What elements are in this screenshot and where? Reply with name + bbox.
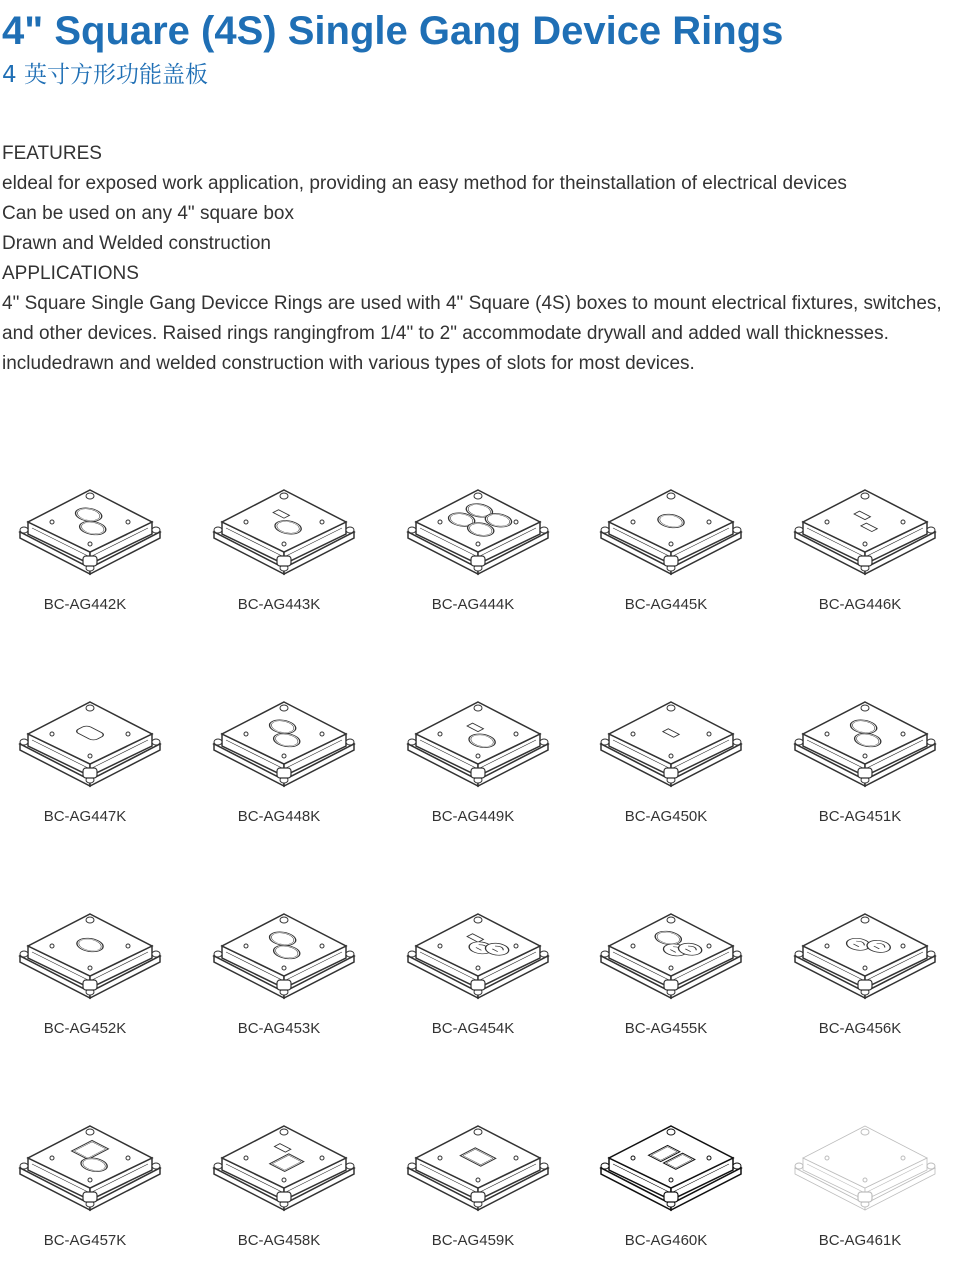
product-card: [581, 472, 761, 632]
device-ring-icon: [10, 896, 170, 1006]
device-ring-icon: [591, 1108, 751, 1218]
applications-text: includedrawn and welded construction with various types of slots for most devices.: [2, 353, 695, 374]
product-card: [775, 1108, 955, 1268]
product-model-label: BC-AG444K: [431, 596, 515, 613]
product-card: [581, 896, 761, 1056]
product-model-label: BC-AG460K: [624, 1232, 708, 1249]
product-model-label: BC-AG450K: [624, 808, 708, 825]
device-ring-icon: [204, 896, 364, 1006]
device-ring-icon: [785, 472, 945, 582]
product-model-label: BC-AG458K: [237, 1232, 321, 1249]
product-card: [581, 1108, 761, 1268]
product-card: [194, 1108, 374, 1268]
product-model-label: BC-AG446K: [818, 596, 902, 613]
product-card: [194, 472, 374, 632]
product-model-label: BC-AG445K: [624, 596, 708, 613]
product-model-label: BC-AG456K: [818, 1020, 902, 1037]
feature-item: eldeal for exposed work application, providing an easy method for theinstallation of electrical devices: [2, 173, 847, 194]
description: [2, 139, 952, 379]
feature-item: Can be used on any 4" square box: [2, 203, 294, 224]
product-model-label: BC-AG448K: [237, 808, 321, 825]
page-subtitle: 4 英寸方形功能盖板: [2, 62, 208, 88]
product-model-label: BC-AG453K: [237, 1020, 321, 1037]
device-ring-icon: [10, 1108, 170, 1218]
device-ring-icon: [204, 472, 364, 582]
product-card: [388, 472, 568, 632]
applications-text: 4" Square Single Gang Devicce Rings are used with 4" Square (4S) boxes to mount electrical fixtures, switches,: [2, 293, 942, 314]
device-ring-icon: [785, 896, 945, 1006]
product-card: [775, 472, 955, 632]
device-ring-icon: [591, 684, 751, 794]
features-heading: FEATURES: [2, 143, 102, 164]
device-ring-icon: [10, 472, 170, 582]
product-model-label: BC-AG447K: [43, 808, 127, 825]
device-ring-icon: [204, 1108, 364, 1218]
device-ring-icon: [204, 684, 364, 794]
product-card: [0, 472, 180, 632]
product-grid: [0, 472, 964, 1262]
applications-text: and other devices. Raised rings rangingfrom 1/4" to 2" accommodate drywall and added wall thicknesses.: [2, 323, 889, 344]
page-title: 4" Square (4S) Single Gang Device Rings: [2, 9, 784, 53]
device-ring-icon: [785, 1108, 945, 1218]
product-card: [388, 684, 568, 844]
device-ring-icon: [591, 896, 751, 1006]
product-card: [0, 896, 180, 1056]
product-card: [0, 1108, 180, 1268]
product-model-label: BC-AG454K: [431, 1020, 515, 1037]
feature-item: Drawn and Welded construction: [2, 233, 271, 254]
device-ring-icon: [398, 684, 558, 794]
product-card: [388, 896, 568, 1056]
product-card: [775, 684, 955, 844]
device-ring-icon: [10, 684, 170, 794]
product-card: [0, 684, 180, 844]
device-ring-icon: [785, 684, 945, 794]
product-card: [581, 684, 761, 844]
product-model-label: BC-AG442K: [43, 596, 127, 613]
product-model-label: BC-AG455K: [624, 1020, 708, 1037]
device-ring-icon: [398, 896, 558, 1006]
product-card: [775, 896, 955, 1056]
device-ring-icon: [398, 472, 558, 582]
product-model-label: BC-AG449K: [431, 808, 515, 825]
product-card: [194, 896, 374, 1056]
product-model-label: BC-AG451K: [818, 808, 902, 825]
product-model-label: BC-AG457K: [43, 1232, 127, 1249]
product-model-label: BC-AG452K: [43, 1020, 127, 1037]
product-model-label: BC-AG443K: [237, 596, 321, 613]
device-ring-icon: [591, 472, 751, 582]
product-card: [194, 684, 374, 844]
device-ring-icon: [398, 1108, 558, 1218]
applications-heading: APPLICATIONS: [2, 263, 139, 284]
product-model-label: BC-AG461K: [818, 1232, 902, 1249]
product-model-label: BC-AG459K: [431, 1232, 515, 1249]
product-card: [388, 1108, 568, 1268]
